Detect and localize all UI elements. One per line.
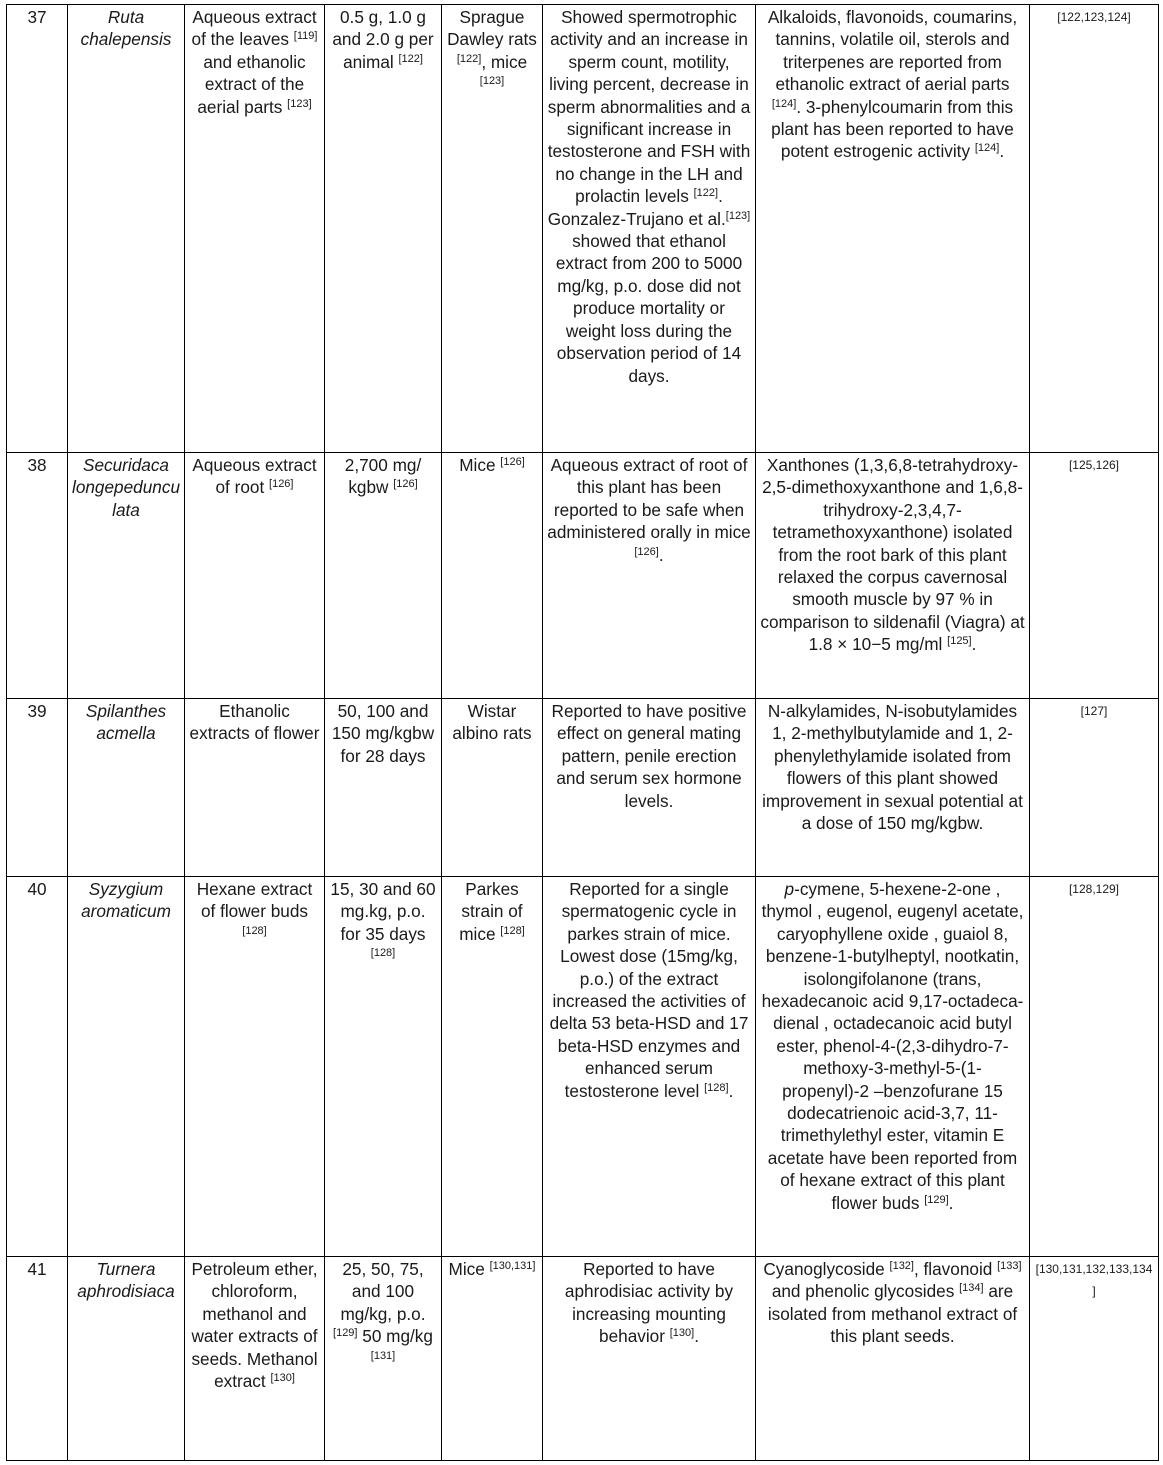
citation: [122] [456,52,482,65]
plant-name: Syzygium aromaticum [81,879,171,922]
citation: [119] [293,30,318,43]
citation: [122] [398,52,423,65]
row-number: 39 [7,699,68,877]
dose-cell [325,877,442,1257]
extract-cell: Ethanolic extracts of flower [185,699,325,877]
plant-name-cell [68,699,185,877]
dose-cell: 50, 100 and 150 mg/kgbw for 28 days [325,699,442,877]
extract-cell [185,453,325,699]
dose-text: 0.5 g, 1.0 g and 2.0 g per animal [332,7,434,72]
dose-text: 50 mg/kg [357,1326,433,1347]
plant-data-table [6,4,1159,1461]
phyto-text: . [971,634,977,655]
plant-name-cell [68,877,185,1257]
references-cell: [122,123,124] [1030,5,1159,453]
citation: [126] [393,478,418,491]
citation: [130] [270,1372,295,1385]
dose-cell [325,5,442,453]
phytochemistry-cell [756,877,1030,1257]
references-cell: [130,131,132,133,134] [1030,1257,1159,1461]
references-cell: [127] [1030,699,1159,877]
phyto-text: . [948,1192,954,1213]
animal-cell [442,1257,543,1461]
phytochemistry-cell [756,453,1030,699]
effect-cell [543,453,756,699]
citation: [123] [725,209,751,222]
citation: [128] [704,1081,729,1094]
phyto-text: and phenolic glycosides [771,1281,960,1302]
citation: [123] [479,75,505,88]
plant-name: Ruta chalepensis [80,7,172,50]
effect-cell [543,5,756,453]
effect-cell [543,877,756,1257]
citation: [123] [287,97,312,110]
citation: [122] [693,187,719,200]
plant-name-cell [68,1257,185,1461]
extract-text: and ethanolic extract of the aerial parts [197,51,306,117]
citation: [126] [634,545,659,558]
row-number: 40 [7,877,68,1257]
citation: [128] [370,947,396,960]
effect-text: Showed spermotrophic activity and an increase in sperm count, motility, living percent, decrease in sperm abnormalities and a significant increase in testosterone and FSH with no change in the LH and prolactin levels [547,7,751,207]
citation: [130] [669,1327,695,1340]
effect-text: Reported for a single spermatogenic cycle in parkes strain of mice. Lowest dose (15mg/kg, p.o.) of the extract increased the activities of delta 53 beta-HSD and 17 beta-HSD enzymes and enhanced serum testosterone level [549,879,749,1101]
citation: [132] [889,1260,914,1272]
citation: [124] [974,142,1000,155]
extract-cell [185,1257,325,1461]
animal-text: Sprague Dawley rats [447,7,537,50]
effect-text: . [658,544,664,565]
animal-text: Parkes strain of mice [459,879,523,944]
phyto-text: Xanthones (1,3,6,8-tetrahydroxy-2,5-dimethoxyxanthone and 1,6,8-trihydroxy-2,3,4,7-tetramethoxyxanthone) isolated from the root bark of this plant relaxed the corpus cavernosal smooth muscle by 97 % in comparison to sildenafil (Viagra) at 1.8 × 10−5 mg/ml [760,455,1025,655]
dose-text: 2,700 mg/ kgbw [344,455,422,498]
effect-text: Aqueous extract of root of this plant has been reported to be safe when administered orally in mice [547,455,751,543]
phytochemistry-cell: N-alkylamides, N-isobutylamides 1, 2-methylbutylamide and 1, 2-phenylethylamide isolated from flowers of this plant showed improvement in sexual potential at a dose of 150 mg/kgbw. [756,699,1030,877]
plant-name: Spilanthes acmella [85,701,167,744]
dose-cell [325,1257,442,1461]
citation: [125] [947,635,972,648]
citation: [128] [242,924,267,937]
citation: [134] [959,1282,984,1295]
plant-name: Securidaca longepedunculata [72,455,181,520]
row-number: 41 [7,1257,68,1461]
animal-cell: Wistar albino rats [442,699,543,877]
animal-text: Mice [448,1259,490,1279]
plant-name-cell [68,5,185,453]
citation: [126] [269,478,294,491]
citation: [130,131] [489,1260,536,1272]
extract-text: Aqueous extract of root [192,455,317,498]
citation: [133] [997,1260,1022,1272]
phyto-italic-prefix: p [784,879,795,899]
effect-cell [543,1257,756,1461]
extract-text: Aqueous extract of the leaves [191,7,317,50]
citation: [129] [924,1193,949,1206]
row-number: 37 [7,5,68,453]
animal-text: Mice [459,455,501,475]
phytochemistry-cell [756,5,1030,453]
extract-text: Petroleum ether, chloroform, methanol and water extracts of seeds. Methanol extract [191,1259,318,1392]
dose-cell [325,453,442,699]
effect-text: . Gonzalez-Trujano et al. [547,186,726,229]
phyto-text: -cymene, 5-hexene-2-one , thymol , eugenol, eugenyl acetate, caryophyllene oxide , guaiol 8, benzene-1-butylheptyl, nootkatin, isolongifolanone (trans, hexadecanoic acid 9,17-octadeca-dienal , octadecanoic acid butyl ester, phenol-4-(2,3-dihydro-7-methoxy-3-methyl-5-(1-propenyl)-2 –benzofurane 15 dodecatrienoic acid-3,7, 11-trimethylethyl ester, vitamin E acetate have been reported from of hexane extract of this plant flower buds [761,879,1024,1213]
citation: [126] [500,456,525,468]
dose-text: 25, 50, 75, and 100 mg/kg, p.o. [340,1259,426,1324]
table-row [7,5,1159,453]
effect-text: . [728,1080,734,1101]
extract-text: Hexane extract of flower buds [196,879,313,922]
extract-cell [185,5,325,453]
animal-text: , mice [481,51,528,72]
phytochemistry-cell [756,1257,1030,1461]
phyto-text: Cyanoglycoside [763,1259,890,1279]
table-row [7,877,1159,1257]
phyto-text: . 3-phenylcoumarin from this plant has been reported to have potent estrogenic activity [771,96,1014,162]
animal-cell [442,453,543,699]
citation: [129] [333,1327,358,1340]
table-row [7,699,1159,877]
extract-cell [185,877,325,1257]
citation: [124] [771,97,797,110]
references-cell: [125,126] [1030,453,1159,699]
references-cell: [128,129] [1030,877,1159,1257]
dose-text: 15, 30 and 60 mg.kg, p.o. for 35 days [330,879,436,944]
animal-cell [442,877,543,1257]
plant-name: Turnera aphrodisiaca [77,1259,175,1302]
phyto-text: , flavonoid [913,1259,998,1279]
row-number: 38 [7,453,68,699]
phyto-text: . [999,141,1005,162]
table-row [7,1257,1159,1461]
effect-cell: Reported to have positive effect on general mating pattern, penile erection and serum sex hormone levels. [543,699,756,877]
effect-text: showed that ethanol extract from 200 to 5000 mg/kg, p.o. dose did not produce mortality or weight loss during the observation period of 14 days. [555,231,743,386]
citation: [128] [500,924,525,937]
citation: [131] [370,1349,396,1362]
table-row [7,453,1159,699]
animal-cell [442,5,543,453]
effect-text: Reported to have aphrodisiac activity by increasing mounting behavior [564,1259,734,1347]
phyto-text: Alkaloids, flavonoids, coumarins, tannins, volatile oil, sterols and triterpenes are reported from ethanolic extract of aerial parts [767,7,1018,95]
effect-text: . [694,1326,699,1347]
phyto-text: are isolated from methanol extract of this plant seeds. [767,1281,1018,1347]
plant-name-cell [68,453,185,699]
